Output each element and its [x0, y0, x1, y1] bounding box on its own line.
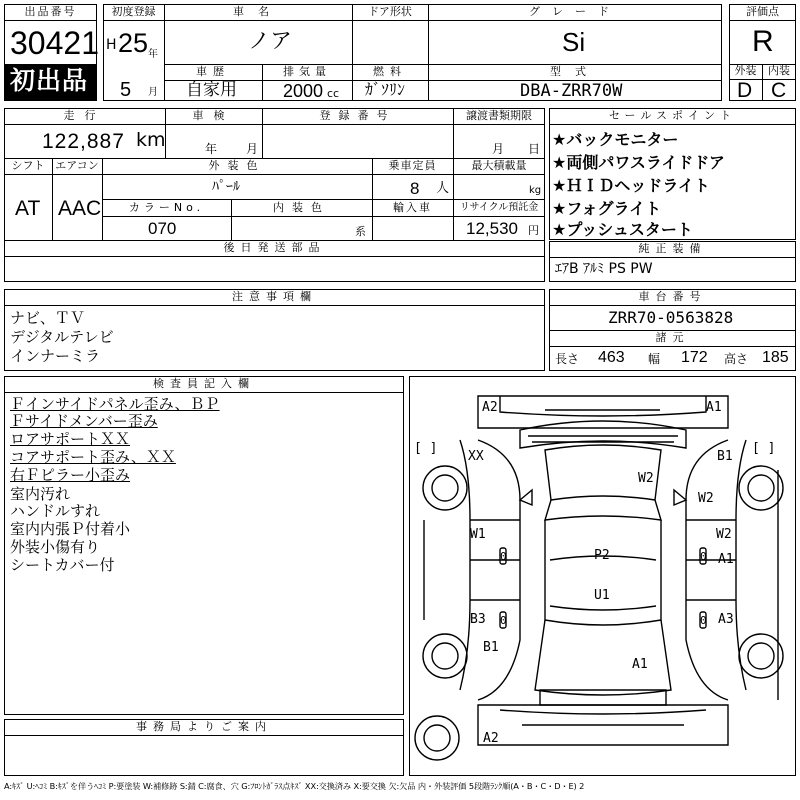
mark-left-rear-fender: B1: [483, 640, 499, 655]
mileage-unit: km: [136, 129, 166, 151]
chassis-label: 車台番号: [638, 290, 707, 303]
selling-point: ★プッシュスタート: [552, 220, 693, 239]
capacity-label: 乗車定員: [388, 159, 437, 172]
capacity: 8: [410, 179, 420, 198]
lot-number-label: 出品番号: [24, 5, 77, 18]
load-unit: kg: [529, 185, 542, 196]
era: H: [106, 37, 117, 53]
selling-points-label: セールスポイント: [608, 109, 736, 122]
exterior-grade-label: 外装: [734, 64, 757, 77]
inspection-label: 車検: [192, 109, 235, 122]
height-label: 高さ: [724, 352, 749, 366]
mark-left-front-door-small: 0: [500, 550, 507, 563]
score: R: [752, 25, 774, 58]
length-value: 463: [598, 349, 625, 366]
selling-point: ★バックモニター: [552, 130, 679, 149]
transfer-day-unit: 日: [528, 142, 541, 156]
mark-right-rear-door: A3: [718, 612, 734, 627]
aircon-label: エアコン: [55, 159, 99, 172]
width-label: 幅: [648, 352, 661, 366]
inspector-line: Ｆインサイドパネル歪み、ＢＰ: [10, 395, 220, 413]
mark-rear-glass: A1: [632, 657, 648, 672]
mark-roof-front: P2: [594, 548, 610, 563]
displacement-label: 排気量: [283, 65, 331, 78]
interior-grade: C: [771, 79, 787, 102]
car-name: ノア: [248, 29, 293, 54]
lot-number: 30421: [10, 25, 99, 61]
inspector-line: 外装小傷有り: [10, 538, 101, 556]
mark-bracket-right: [ ]: [752, 441, 776, 456]
ext-color: ﾊﾟｰﾙ: [212, 179, 240, 195]
shift-label: シフト: [11, 159, 45, 172]
mark-right-front-pillar: W2: [698, 491, 714, 506]
shift: AT: [15, 197, 41, 220]
inspector-line: 室内内張Ｐ付着小: [10, 520, 131, 538]
selling-point: ★両側パワスライドドア: [552, 153, 725, 172]
note-line: ナビ、ＴＶ: [10, 309, 85, 327]
first-reg-label: 初度登録: [111, 5, 156, 18]
interior-grade-label: 内装: [768, 64, 790, 77]
fuel-label: 燃料: [373, 65, 407, 78]
history-label: 車歴: [196, 65, 230, 78]
plate-label: 登録番号: [319, 109, 396, 122]
score-label: 評価点: [746, 5, 779, 18]
mileage-label: 走行: [63, 109, 106, 122]
inspector-line: シートカバー付: [10, 556, 115, 574]
first-listing-label: 初出品: [10, 66, 89, 95]
mark-rear-bumper: A2: [483, 731, 499, 746]
inspector-label: 検査員記入欄: [153, 377, 255, 390]
import-label: 輸入車: [393, 201, 432, 214]
door-label: ドア形状: [368, 5, 412, 18]
recycle-label: リサイクル預託金: [459, 202, 539, 213]
mark-left-front-door: W1: [470, 527, 486, 542]
load-label: 最大積載量: [471, 159, 527, 172]
exterior-grade: D: [737, 79, 753, 102]
aircon: AAC: [58, 197, 102, 220]
year-unit: 年: [148, 49, 158, 60]
inspection-month-unit: 月: [246, 142, 259, 156]
int-color-unit: 系: [355, 225, 366, 238]
inspector-line: コアサポート歪み、ＸＸ: [10, 448, 176, 466]
mark-hood: W2: [638, 471, 654, 486]
later-parts-label: 後日発送部品: [223, 241, 326, 254]
legend: A:ｷｽﾞ U:ﾍｺﾐ B:ｷｽﾞを伴うﾍｺﾐ P:要塗装 W:補修跡 S:錆 C:腐食、穴 G:ﾌﾛﾝﾄｶﾞﾗｽ点ｷｽﾞ XX:交換済み X:要交換 欠:欠品 内・外装評価 5段階ﾗﾝｸ順(A・B・C・D・E) 2: [4, 781, 585, 791]
inspection-year-unit: 年: [205, 142, 218, 156]
mileage: 122,887: [42, 130, 125, 153]
displacement: 2000: [283, 81, 324, 101]
chassis-number: ZRR70-0563828: [608, 308, 734, 327]
transfer-deadline-label: 譲渡書類期限: [466, 109, 532, 122]
month-unit: 月: [148, 87, 158, 98]
dims-label: 諸元: [655, 331, 690, 344]
mark-front-left-bumper: A2: [482, 400, 498, 415]
first-reg-month: 5: [120, 79, 132, 101]
equipment-label: 純正装備: [638, 242, 707, 255]
grade-label: グレード: [529, 5, 621, 18]
inspector-line: ハンドルすれ: [10, 502, 101, 520]
equipment-value: ｴｱB ｱﾙﾐ PS PW: [555, 261, 653, 277]
mark-bracket-left: [ ]: [414, 441, 438, 456]
int-color-label: 内装色: [273, 201, 330, 214]
ext-color-label: 外装色: [208, 159, 266, 172]
mark-right-front-fender: B1: [717, 449, 733, 464]
history: 自家用: [186, 80, 237, 100]
color-no: 070: [148, 219, 177, 238]
office-label: 事務局よりご案内: [136, 720, 272, 733]
displacement-unit: cc: [327, 87, 340, 100]
mark-left-rear-door-small: 0: [500, 614, 507, 627]
first-reg-year: 25: [118, 28, 149, 58]
capacity-unit: 人: [436, 181, 450, 196]
width-value: 172: [681, 349, 708, 366]
fuel: ｶﾞｿﾘﾝ: [365, 80, 406, 99]
height-value: 185: [762, 349, 789, 366]
mark-left-front-fender: XX: [468, 449, 484, 464]
model-code: DBA-ZRR70W: [520, 81, 623, 101]
transfer-month-unit: 月: [492, 142, 505, 156]
mark-front-right-bumper: A1: [706, 400, 722, 415]
color-no-label: カラーNo.: [128, 201, 205, 214]
mark-roof-rear: U1: [594, 588, 610, 603]
car-name-label: 車名: [233, 5, 283, 18]
grade: Si: [562, 27, 586, 57]
notes-label: 注意事項欄: [232, 290, 317, 303]
length-label: 長さ: [555, 352, 580, 366]
inspector-line: 右Ｆピラー小歪み: [10, 466, 131, 484]
mark-right-front-door-small: 0: [700, 550, 707, 563]
note-line: インナーミラ: [10, 347, 101, 365]
mark-right-front-door-a: W2: [716, 527, 732, 542]
recycle-unit: 円: [528, 224, 539, 237]
inspector-line: ロアサポートＸＸ: [10, 430, 131, 448]
inspector-line: Ｆサイドメンバー歪み: [10, 412, 158, 430]
model-label: 型式: [550, 65, 600, 78]
mark-left-rear-door: B3: [470, 612, 486, 627]
mark-right-rear-door-small: 0: [700, 614, 707, 627]
selling-point: ★ＨＩＤヘッドライト: [552, 176, 710, 195]
selling-point: ★フォグライト: [552, 199, 662, 218]
mark-right-front-door-b: A1: [718, 552, 734, 567]
recycle-amount: 12,530: [466, 219, 518, 238]
inspector-line: 室内汚れ: [10, 485, 71, 503]
note-line: デジタルテレビ: [10, 328, 114, 346]
